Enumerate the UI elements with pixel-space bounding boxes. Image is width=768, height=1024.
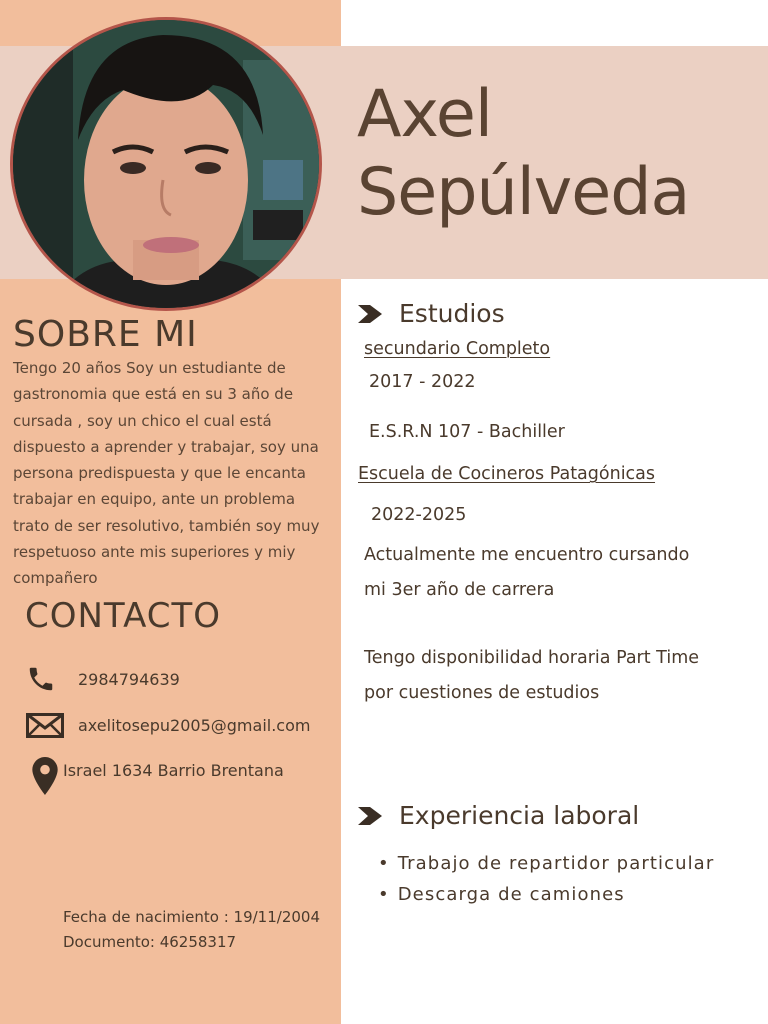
birth-date: Fecha de nacimiento : 19/11/2004 xyxy=(63,908,320,926)
first-name: Axel xyxy=(357,77,492,152)
experience-title: Experiencia laboral xyxy=(399,801,640,830)
education-heading xyxy=(357,299,505,328)
school-1-years: 2017 - 2022 xyxy=(369,372,476,392)
full-name xyxy=(357,76,689,232)
about-line: dispuesto a aprender y trabajar, soy una xyxy=(13,437,319,456)
current-study-line-2: mi 3er año de carrera xyxy=(364,580,555,600)
experience-list xyxy=(378,848,714,910)
experience-item: • Descarga de camiones xyxy=(378,879,714,910)
availability-line-1: Tengo disponibilidad horaria Part Time xyxy=(364,648,700,668)
about-line: respetuoso ante mis superiores y miy xyxy=(13,543,296,562)
last-name: Sepúlveda xyxy=(357,155,690,230)
about-line: trato de ser resolutivo, también soy muy xyxy=(13,516,320,535)
school-2-years: 2022-2025 xyxy=(371,505,467,525)
about-title: SOBRE MI xyxy=(13,314,198,355)
education-title: Estudios xyxy=(399,299,505,328)
experience-item: • Trabajo de repartidor particular xyxy=(378,848,714,879)
chevron-right-icon xyxy=(357,304,383,324)
current-study-line-1: Actualmente me encuentro cursando xyxy=(364,545,690,565)
phone-number[interactable]: 2984794639 xyxy=(78,670,180,689)
document-number: Documento: 46258317 xyxy=(63,933,237,951)
personal-info xyxy=(63,905,320,955)
phone-icon xyxy=(26,664,56,694)
home-address: Israel 1634 Barrio Brentana xyxy=(63,761,284,780)
about-line: persona predispuesta y que le encanta xyxy=(13,464,306,483)
email-address[interactable]: axelitosepu2005@gmail.com xyxy=(78,716,311,735)
about-line: compañero xyxy=(13,569,98,588)
about-text xyxy=(13,355,328,592)
school-1-detail: E.S.R.N 107 - Bachiller xyxy=(369,422,565,442)
about-line: gastronomia que está en su 3 año de xyxy=(13,385,294,404)
about-line: Tengo 20 años Soy un estudiante de xyxy=(13,359,286,377)
profile-photo xyxy=(10,17,322,311)
location-pin-icon xyxy=(32,757,58,795)
envelope-icon xyxy=(26,713,64,738)
experience-heading xyxy=(357,801,639,830)
about-line: trabajar en equipo, ante un problema xyxy=(13,490,296,509)
school-2-name: Escuela de Cocineros Patagónicas xyxy=(358,464,656,484)
chevron-right-icon xyxy=(357,806,383,826)
contact-title: CONTACTO xyxy=(25,596,221,636)
availability-line-2: por cuestiones de estudios xyxy=(364,683,600,703)
about-line: cursada , soy un chico el cual está xyxy=(13,411,272,430)
school-1-name: secundario Completo xyxy=(364,339,551,359)
